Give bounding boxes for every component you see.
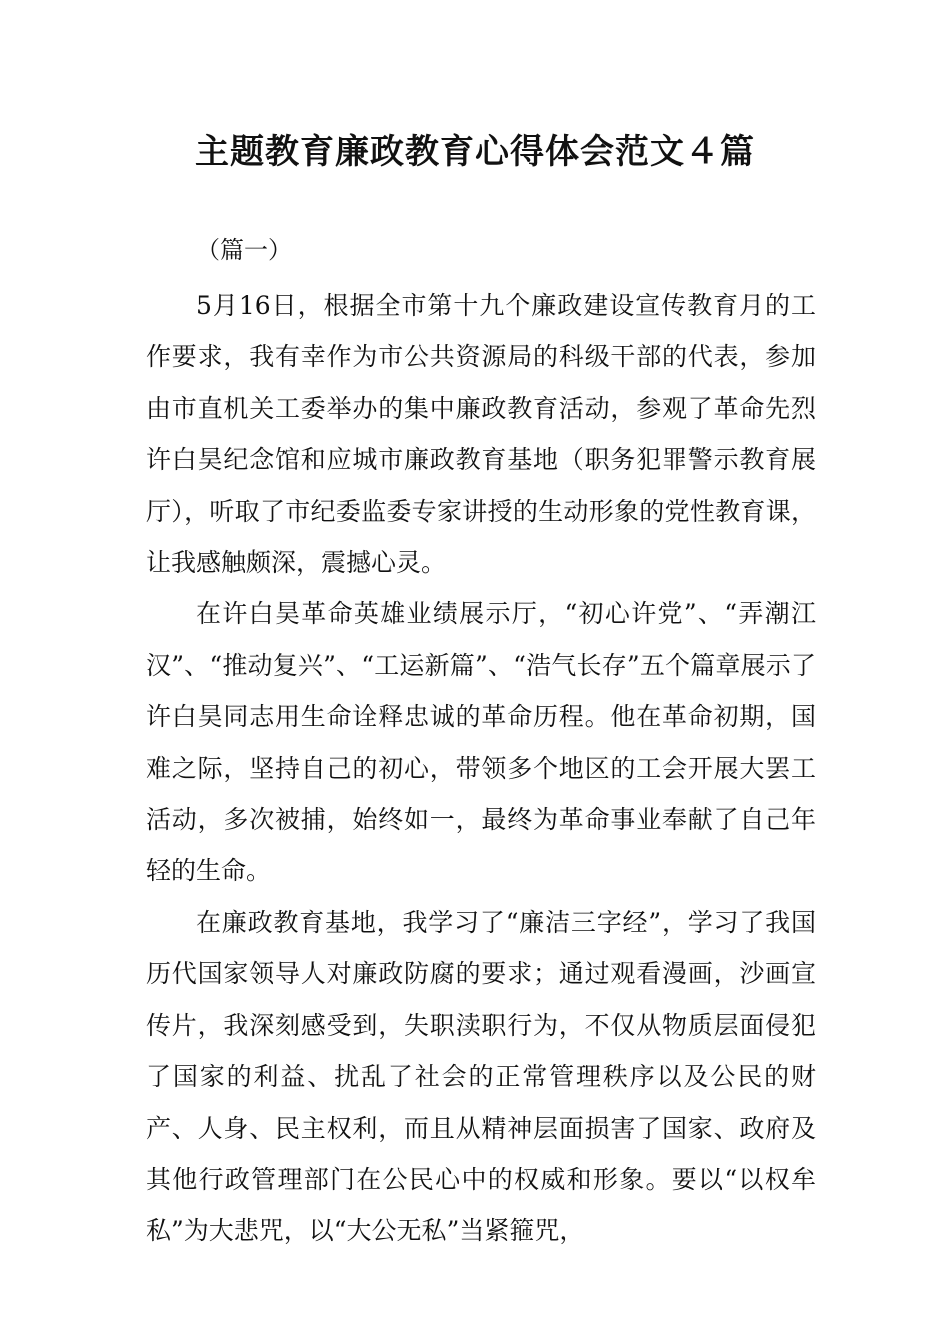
document-title: 主题教育廉政教育心得体会范文４篇 [195, 132, 755, 172]
paragraph-1: 5月16日，根据全市第十九个廉政建设宣传教育月的工作要求，我有幸作为市公共资源局的科级干部的代表，参加由市直机关工委举办的集中廉政教育活动，参观了革命先烈许白昊纪念馆和应城市廉政教育基地（职务犯罪警示教育展厅），听取了市纪委监委专家讲授的生动形象的党性教育课，让我感触颇深，震撼心灵。 [146, 291, 816, 578]
paragraph-3: 在廉政教育基地，我学习了“廉洁三字经”，学习了我国历代国家领导人对廉政防腐的要求；通过观看漫画，沙画宣传片，我深刻感受到，失职渎职行为，不仅从物质层面侵犯了国家的利益、扰乱了社会的正常管理秩序以及公民的财产、人身、民主权利，而且从精神层面损害了国家、政府及其他行政管理部门在公民心中的权威和形象。要以“以权牟私”为大悲咒，以“大公无私”当紧箍咒， [146, 907, 816, 1246]
section-label: （篇一） [196, 236, 292, 264]
paragraph-2: 在许白昊革命英雄业绩展示厅，“初心许党”、“弄潮江汉”、“推动复兴”、“工运新篇”、“浩气长存”五个篇章展示了许白昊同志用生命诠释忠诚的革命历程。他在革命初期，国难之际，坚持自己的初心，带领多个地区的工会开展大罢工活动，多次被捕，始终如一，最终为革命事业奉献了自己年轻的生命。 [146, 599, 816, 886]
document-body [146, 280, 816, 1257]
